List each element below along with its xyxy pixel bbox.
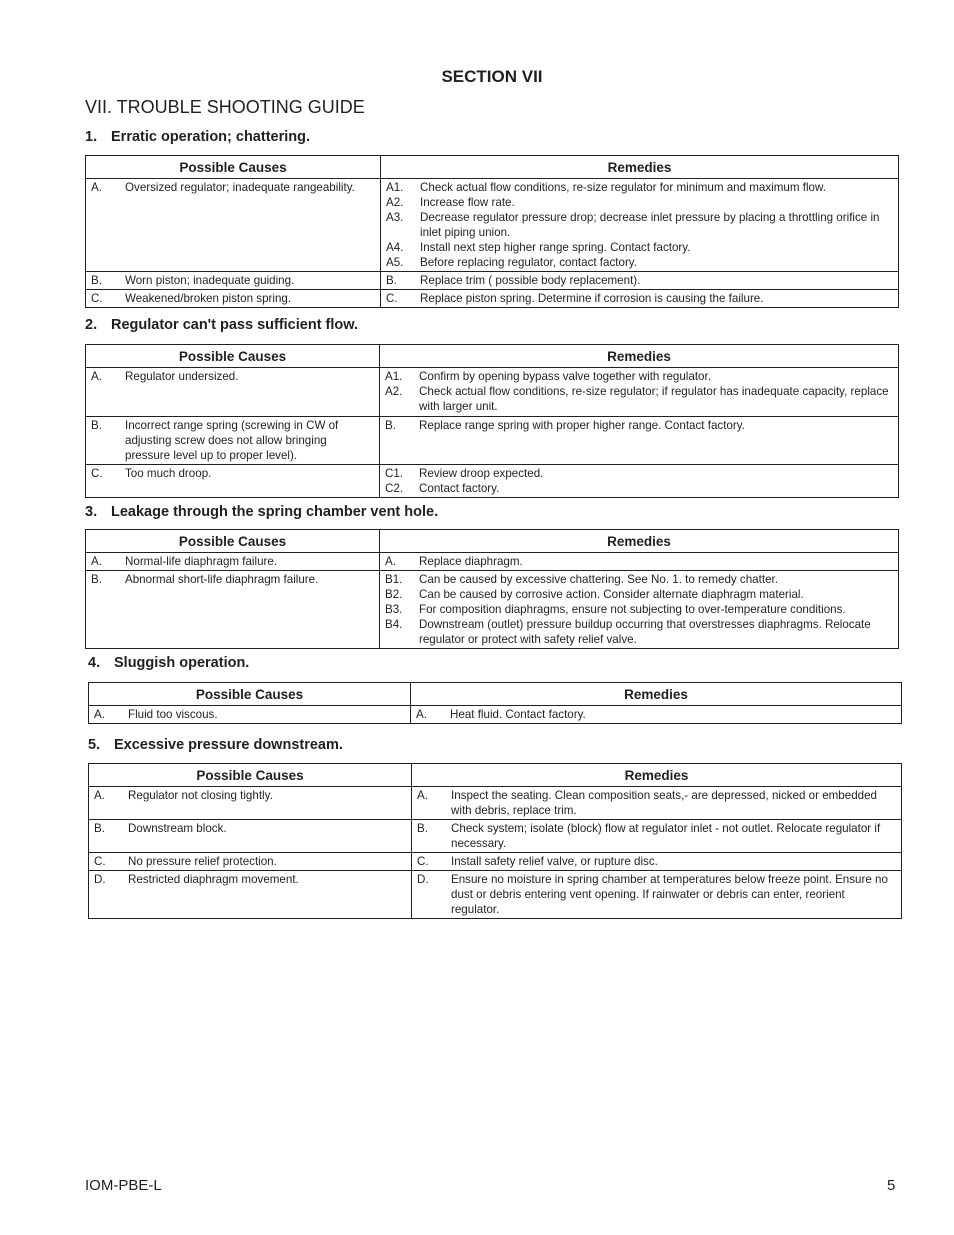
causes-header: Possible Causes xyxy=(86,156,381,179)
remedy-item-text: Check system; isolate (block) flow at regulator inlet - not outlet. Relocate regulator if necessary. xyxy=(451,822,881,850)
cause-item-key: B. xyxy=(94,822,105,835)
remedy-item-key: B. xyxy=(417,822,428,835)
cause-item xyxy=(94,788,406,803)
remedy-item xyxy=(385,384,893,414)
table-row xyxy=(86,179,899,272)
cause-item-key: B. xyxy=(91,573,102,586)
remedy-item-text: Before replacing regulator, contact factory. xyxy=(420,256,637,269)
remedy-item-text: Install next step higher range spring. Contact factory. xyxy=(420,241,691,254)
remedy-item-text: Check actual flow conditions, re-size regulator; if regulator has inadequate capacity, replace with larger unit. xyxy=(419,385,889,413)
remedy-item-text: Replace diaphragm. xyxy=(419,555,523,568)
cause-item-text: Normal-life diaphragm failure. xyxy=(125,555,278,568)
remedy-item xyxy=(386,255,893,270)
cause-item-text: Incorrect range spring (screwing in CW of adjusting screw does not allow bringing pressure level up to proper level). xyxy=(125,419,339,462)
problem-number: 5. xyxy=(88,737,101,753)
table-row xyxy=(89,853,902,871)
remedy-item xyxy=(386,180,893,195)
table-row xyxy=(86,272,899,290)
table-row xyxy=(89,820,902,853)
remedy-item xyxy=(385,481,893,496)
problem-number: 1. xyxy=(85,129,98,145)
remedy-item-key: B3. xyxy=(385,603,403,616)
remedy-item-key: B. xyxy=(386,274,397,287)
causes-header: Possible Causes xyxy=(89,683,411,706)
cause-item xyxy=(94,707,405,722)
remedy-item xyxy=(417,872,896,917)
remedy-item-text: Can be caused by excessive chattering. See No. 1. to remedy chatter. xyxy=(419,573,778,586)
problem-2-heading xyxy=(85,317,358,333)
problem-5-table xyxy=(88,763,902,919)
remedy-item-key: D. xyxy=(417,873,429,886)
section-title: SECTION VII xyxy=(441,67,543,86)
problem-title: Regulator can't pass sufficient flow. xyxy=(111,317,359,333)
cause-item xyxy=(91,273,375,288)
cause-item xyxy=(91,466,374,481)
table-row xyxy=(86,417,899,465)
remedy-item-key: A4. xyxy=(386,241,404,254)
remedy-cell xyxy=(412,820,902,853)
cause-item-text: Abnormal short-life diaphragm failure. xyxy=(125,573,319,586)
remedy-item-key: C. xyxy=(417,855,429,868)
remedy-cell xyxy=(412,787,902,820)
problem-5-heading xyxy=(88,737,343,753)
problem-title: Sluggish operation. xyxy=(114,655,250,671)
remedy-item xyxy=(385,418,893,433)
remedy-item xyxy=(385,572,893,587)
problem-number: 3. xyxy=(85,504,98,520)
cause-item-key: A. xyxy=(91,555,102,568)
cause-cell xyxy=(89,706,411,724)
remedy-item-text: Increase flow rate. xyxy=(420,196,515,209)
cause-cell xyxy=(86,368,380,417)
cause-item xyxy=(91,180,375,195)
remedy-item xyxy=(386,195,893,210)
remedy-item xyxy=(386,240,893,255)
cause-item xyxy=(91,291,375,306)
cause-item xyxy=(91,418,374,463)
remedy-item xyxy=(417,821,896,851)
remedy-cell xyxy=(380,465,899,498)
causes-header: Possible Causes xyxy=(89,764,412,787)
cause-cell xyxy=(86,571,380,649)
remedy-item-text: Replace range spring with proper higher range. Contact factory. xyxy=(419,419,745,432)
remedy-item-key: A1. xyxy=(385,370,403,383)
remedy-item-key: A2. xyxy=(385,385,403,398)
cause-item-text: No pressure relief protection. xyxy=(128,855,277,868)
cause-item-key: D. xyxy=(94,873,106,886)
table-row xyxy=(86,290,899,308)
cause-item xyxy=(91,554,374,569)
remedy-item xyxy=(417,854,896,869)
cause-cell xyxy=(86,272,381,290)
remedies-header: Remedies xyxy=(381,156,899,179)
remedy-item xyxy=(385,587,893,602)
remedy-item-text: For composition diaphragms, ensure not subjecting to over-temperature conditions. xyxy=(419,603,846,616)
problem-number: 2. xyxy=(85,317,98,333)
problem-number: 4. xyxy=(88,655,101,671)
remedy-item xyxy=(385,602,893,617)
section-subtitle: VII. TROUBLE SHOOTING GUIDE xyxy=(85,97,365,117)
remedy-item-text: Check actual flow conditions, re-size regulator for minimum and maximum flow. xyxy=(420,181,826,194)
cause-cell xyxy=(86,553,380,571)
remedy-item-key: A2. xyxy=(386,196,404,209)
table-row xyxy=(86,571,899,649)
remedy-item-key: C. xyxy=(386,292,398,305)
remedy-item xyxy=(416,707,896,722)
problem-title: Erratic operation; chattering. xyxy=(111,129,311,145)
remedy-cell xyxy=(412,871,902,919)
remedy-item-key: A. xyxy=(416,708,427,721)
remedy-item-text: Replace piston spring. Determine if corrosion is causing the failure. xyxy=(420,292,764,305)
causes-header: Possible Causes xyxy=(86,345,380,368)
problem-3-table xyxy=(85,529,899,649)
problem-title: Leakage through the spring chamber vent hole. xyxy=(111,504,439,520)
table-row xyxy=(86,368,899,417)
cause-cell xyxy=(89,871,412,919)
remedy-item xyxy=(385,617,893,647)
footer-doc-id: IOM-PBE-L xyxy=(85,1177,162,1194)
cause-item-key: C. xyxy=(94,855,106,868)
remedy-item-text: Downstream (outlet) pressure buildup occurring that overstresses diaphragms. Relocate regulator or protect with safety relief valve. xyxy=(419,618,871,646)
problem-3-heading xyxy=(85,504,438,520)
cause-item xyxy=(94,872,406,887)
remedy-item-key: C1. xyxy=(385,467,404,480)
remedy-item xyxy=(417,788,896,818)
cause-item-text: Regulator undersized. xyxy=(125,370,239,383)
cause-cell xyxy=(86,465,380,498)
table-row xyxy=(86,553,899,571)
cause-item-text: Fluid too viscous. xyxy=(128,708,218,721)
problem-2-table xyxy=(85,344,899,498)
remedy-cell xyxy=(381,272,899,290)
remedy-item-text: Can be caused by corrosive action. Consider alternate diaphragm material. xyxy=(419,588,804,601)
remedy-item-text: Decrease regulator pressure drop; decrease inlet pressure by placing a throttling orifice in inlet piping union. xyxy=(420,211,880,239)
problem-4-heading xyxy=(88,655,249,671)
cause-item-text: Oversized regulator; inadequate rangeability. xyxy=(125,181,355,194)
cause-item xyxy=(94,821,406,836)
remedy-item-text: Contact factory. xyxy=(419,482,500,495)
remedies-header: Remedies xyxy=(411,683,902,706)
remedy-item-key: A. xyxy=(385,555,396,568)
cause-item-text: Downstream block. xyxy=(128,822,227,835)
cause-cell xyxy=(86,179,381,272)
problem-1-heading xyxy=(85,129,310,145)
problem-1-table xyxy=(85,155,899,308)
remedy-item xyxy=(385,554,893,569)
cause-item-text: Worn piston; inadequate guiding. xyxy=(125,274,295,287)
table-row xyxy=(89,706,902,724)
table-row xyxy=(86,465,899,498)
remedies-header: Remedies xyxy=(380,345,899,368)
footer-page-number: 5 xyxy=(887,1177,896,1194)
remedy-item-text: Confirm by opening bypass valve together with regulator. xyxy=(419,370,711,383)
cause-item-text: Weakened/broken piston spring. xyxy=(125,292,292,305)
remedy-item-text: Inspect the seating. Clean composition seats,- are depressed, nicked or embedded with debris, replace trim. xyxy=(451,789,877,817)
remedy-item xyxy=(386,273,893,288)
cause-item-key: C. xyxy=(91,467,103,480)
remedy-item-text: Ensure no moisture in spring chamber at temperatures below freeze point. Ensure no dust or debris entering vent opening. If rainwater or debris can enter, reorient regulator. xyxy=(451,873,888,916)
remedy-item-text: Heat fluid. Contact factory. xyxy=(450,708,586,721)
remedy-cell xyxy=(380,368,899,417)
cause-cell xyxy=(86,290,381,308)
table-row xyxy=(89,787,902,820)
cause-item-key: A. xyxy=(94,708,105,721)
problem-4-table xyxy=(88,682,902,724)
remedies-header: Remedies xyxy=(412,764,902,787)
remedy-item xyxy=(386,210,893,240)
remedy-item-key: B2. xyxy=(385,588,403,601)
remedy-item-key: A. xyxy=(417,789,428,802)
problem-title: Excessive pressure downstream. xyxy=(114,737,343,753)
remedy-item-key: A3. xyxy=(386,211,404,224)
cause-cell xyxy=(89,820,412,853)
remedy-cell xyxy=(412,853,902,871)
remedy-item-key: A5. xyxy=(386,256,404,269)
table-row xyxy=(89,871,902,919)
remedies-header: Remedies xyxy=(380,530,899,553)
cause-item-text: Restricted diaphragm movement. xyxy=(128,873,299,886)
cause-item-key: C. xyxy=(91,292,103,305)
cause-item xyxy=(94,854,406,869)
cause-item-key: B. xyxy=(91,419,102,432)
remedy-item-key: C2. xyxy=(385,482,404,495)
cause-item-key: A. xyxy=(94,789,105,802)
cause-item-key: A. xyxy=(91,370,102,383)
cause-item-text: Regulator not closing tightly. xyxy=(128,789,273,802)
cause-item-key: B. xyxy=(91,274,102,287)
cause-item-text: Too much droop. xyxy=(125,467,212,480)
cause-cell xyxy=(89,787,412,820)
cause-cell xyxy=(86,417,380,465)
remedy-cell xyxy=(381,179,899,272)
remedy-item-text: Replace trim ( possible body replacement). xyxy=(420,274,641,287)
remedy-cell xyxy=(380,417,899,465)
cause-item-key: A. xyxy=(91,181,102,194)
remedy-item-key: A1. xyxy=(386,181,404,194)
causes-header: Possible Causes xyxy=(86,530,380,553)
remedy-item-text: Install safety relief valve, or rupture disc. xyxy=(451,855,658,868)
remedy-item-key: B4. xyxy=(385,618,403,631)
remedy-item-key: B1. xyxy=(385,573,403,586)
remedy-item xyxy=(385,369,893,384)
remedy-item xyxy=(386,291,893,306)
remedy-cell xyxy=(380,553,899,571)
remedy-item-key: B. xyxy=(385,419,396,432)
cause-cell xyxy=(89,853,412,871)
cause-item xyxy=(91,572,374,587)
remedy-cell xyxy=(381,290,899,308)
remedy-item-text: Review droop expected. xyxy=(419,467,544,480)
remedy-item xyxy=(385,466,893,481)
remedy-cell xyxy=(380,571,899,649)
remedy-cell xyxy=(411,706,902,724)
cause-item xyxy=(91,369,374,384)
